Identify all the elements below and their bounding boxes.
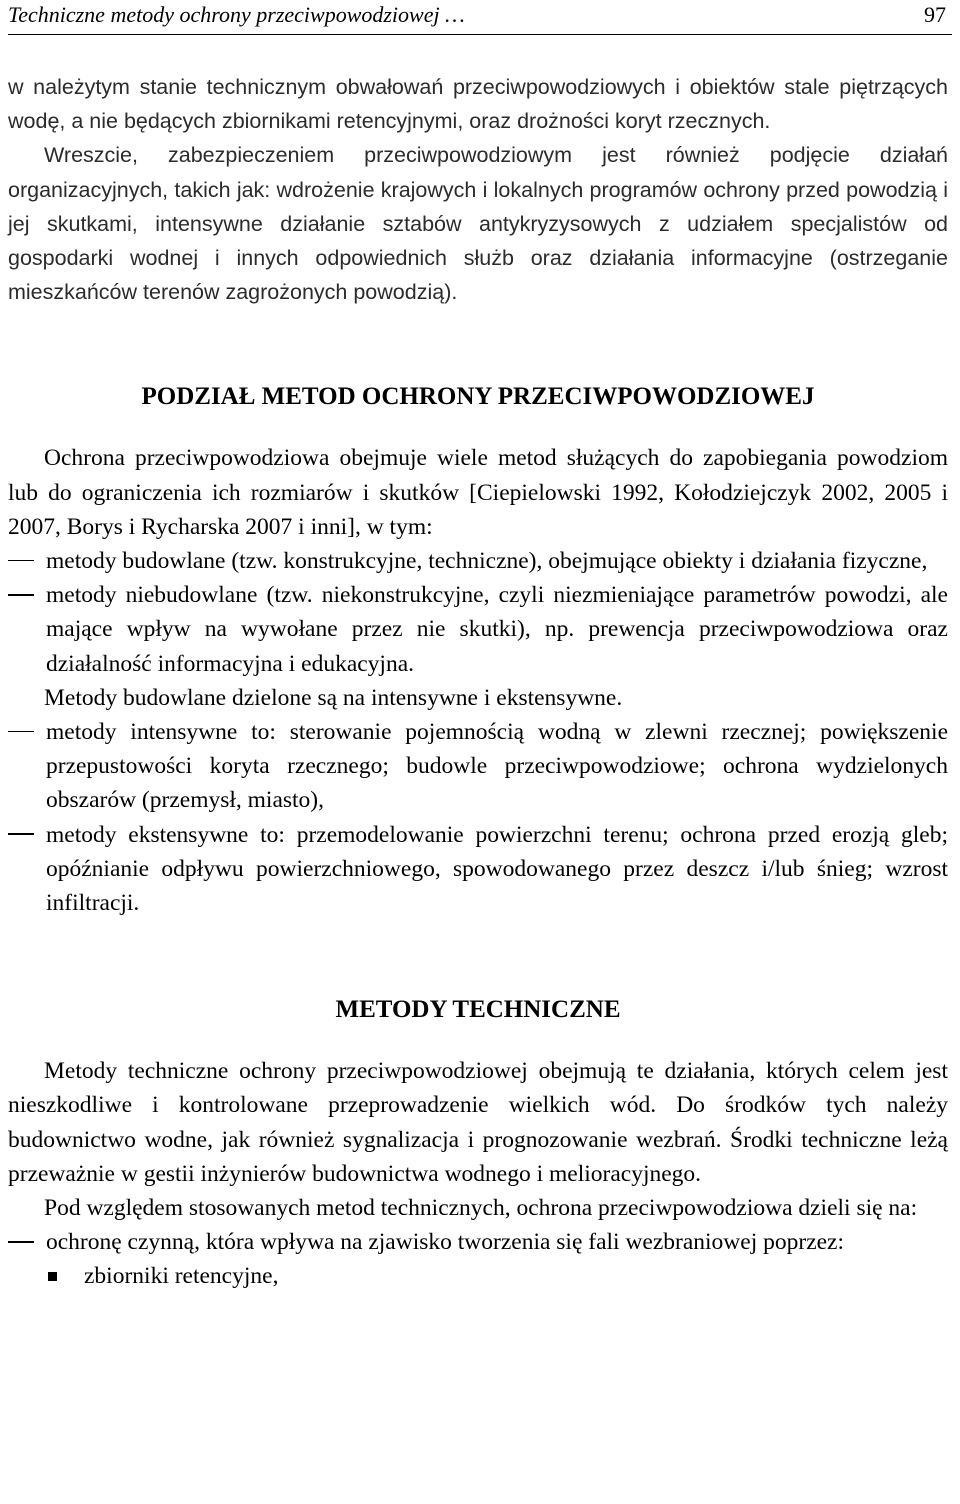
list-item [8,1225,948,1259]
list-item [8,578,948,681]
dash-bullet-icon [8,731,34,733]
paragraph: Pod względem stosowanych metod technicznych, ochrona przeciwpowodziowa dzieli się na: [44,1195,918,1222]
paragraph: w należytym stanie technicznym obwałowań przeciwpowodziowych i obiektów stale piętrzących wodę, a nie będących zbiornikami retencyjnymi, oraz drożności koryt rzecznych. [8,75,948,134]
list-item [8,715,948,818]
dash-bullet-icon [8,833,34,835]
list-item [8,544,948,578]
sub-list-item [8,1259,948,1293]
section-methods [8,441,948,920]
section-heading: METODY TECHNICZNE [335,996,621,1024]
dash-bullet-icon [8,560,34,562]
paragraph: Wreszcie, zabezpieczeniem przeciwpowodziowym jest również podjęcie działań organizacyjnych, takich jak: wdrożenie krajowych i lokalnych programów ochrony przed powodzią i jej skutkami, intensywne działanie sztabów antykryzysowych z udziałem specjalistów od gospodarki wodnej i innych odpowiednich służb oraz działania informacyjne (ostrzeganie mieszkańców terenów zagrożonych powodzią). [8,143,948,305]
list-item-text: metody niebudowlane (tzw. niekonstrukcyjne, czyli niezmieniające parametrów powodzi, ale mające wpływ na wywołane przez nie skutki), np. prewencja przeciwpowodziowa oraz działalność informacyjna i edukacyjna. [46,582,948,677]
square-bullet-icon [48,1272,57,1281]
paragraph: Metody techniczne ochrony przeciwpowodziowej obejmują te działania, których celem jest nieszkodliwe i kontrolowane przeprowadzenie wielkich wód. Do środków tych należy budownictwo wodne, jak również sygnalizacja i prognozowanie wezbrań. Środki techniczne leżą przeważnie w gestii inżynierów budownictwa wodnego i melioracyjnego. [8,1058,948,1187]
list-item-text: metody budowlane (tzw. konstrukcyjne, techniczne), obejmujące obiekty i działania fizyczne, [46,548,928,575]
page-body [8,70,948,1294]
section-technical [8,1054,948,1293]
section-heading: PODZIAŁ METOD OCHRONY PRZECIWPOWODZIOWEJ [141,383,815,411]
dash-bullet-icon [8,1241,34,1243]
running-header [8,0,952,35]
dash-bullet-icon [8,594,34,596]
list-item-text: zbiorniki retencyjne, [84,1263,279,1290]
list-item-text: metody intensywne to: sterowanie pojemnością wodną w zlewni rzecznej; powiększenie przepustowości koryta rzecznego; budowle przeciwpowodziowe; ochrona wydzielonych obszarów (przemysł, miasto), [46,719,948,814]
list-item-text: metody ekstensywne to: przemodelowanie powierzchni terenu; ochrona przed erozją gleb; opóźnianie odpływu powierzchniowego, spowodowanego przez deszcz i/lub śnieg; wzrost infiltracji. [46,821,948,917]
header-title: Techniczne metody ochrony przeciwpowodziowej … [8,2,465,27]
paragraph: Ochrona przeciwpowodziowa obejmuje wiele metod służących do zapobiegania powodziom lub do ograniczenia ich rozmiarów i skutków [Ciepielowski 1992, Kołodziejczyk 2002, 2005 i 2007, Borys i Rycharska 2007 i inni], w tym: [8,445,948,540]
list-item-text: ochronę czynną, która wpływa na zjawisko tworzenia się fali wezbraniowej poprzez: [46,1229,845,1256]
page-number: 97 [924,2,946,27]
list-item [8,818,948,921]
paragraph: Metody budowlane dzielone są na intensywne i ekstensywne. [44,684,623,711]
section-intro [8,70,948,309]
